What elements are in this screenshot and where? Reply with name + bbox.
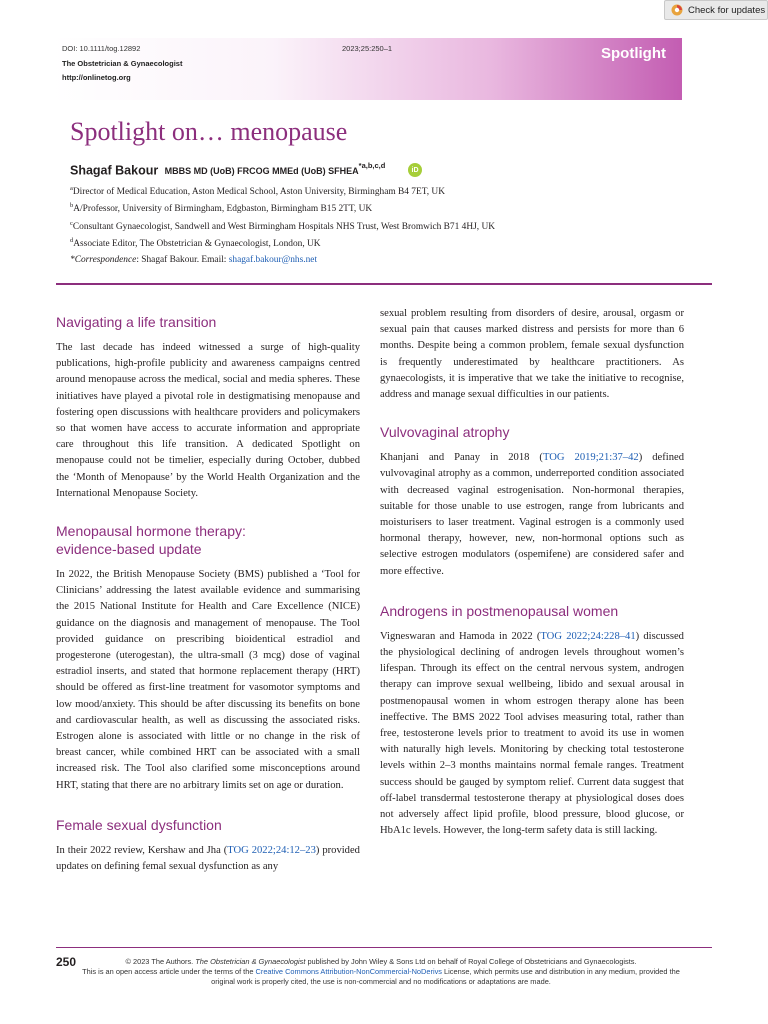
affiliation-mark: d [70,236,74,244]
title-divider [56,283,712,285]
heading-androgens: Androgens in postmenopausal women [380,602,619,619]
body-vva [380,450,684,580]
check-updates-label: Check for updates [688,4,766,16]
journal-name: The Obstetrician & Gynaecologist [62,59,183,68]
body-fsd [56,843,360,875]
body-fsd-continued: sexual problem resulting from disorders of desire, arousal, orgasm or sexual pain that causes marked distress and persists for more than 6 months. Despite being a common problem, female sexual dysfunction is frequently underestimated by healthcare practitioners. As gynaecologists, it is imperative that we take the initiative to recognise, address and manage sexual difficulties in our patients. [380,308,684,401]
vva-citation-link[interactable]: TOG 2019;21:37–42 [542,452,639,464]
page-number: 250 [56,955,77,969]
author-affiliation-marks: *a,b,c,d [358,161,386,170]
correspondence-label: *Correspondence [70,255,137,266]
footer-license-text [80,957,682,987]
affiliation-mark: b [70,202,74,210]
footer-divider [56,947,712,948]
footer-license-terms: License, which permits use and distribution in any medium, provided the original work is properly cited, the use is non-commercial and no modifications or adaptations are made. [211,967,680,986]
correspondence-text: : Shagaf Bakour. Email: [136,255,229,266]
right-column [380,306,684,839]
author-line [70,161,385,179]
author-name: Shagaf Bakour [70,163,159,178]
license-link[interactable]: Creative Commons Attribution-NonCommercial-NoDerivs [255,967,442,976]
footer-publisher: published by John Wiley & Sons Ltd on behalf of Royal College of Obstetricians and Gynaecologists. [305,957,637,966]
affiliation-mark: a [70,185,73,192]
doi-text: DOI: 10.1111/tog.12892 [62,44,141,53]
heading-vva: Vulvovaginal atrophy [380,424,510,441]
affiliation-a [70,182,690,199]
section-label: Spotlight [601,45,666,62]
androgens-text-before: Vigneswaran and Hamoda in 2022 ( [380,630,541,642]
author-credentials: MBBS MD (UoB) FRCOG MMEd (UoB) SFHEA [164,166,359,177]
affiliation-b [70,199,690,216]
heading-fsd: Female sexual dysfunction [56,816,222,833]
heading-mht: Menopausal hormone therapy: evidence-based update [56,523,246,558]
footer-journal: The Obstetrician & Gynaecologist [195,957,306,966]
androgens-text-after: ) discussed the physiological declining of androgen levels throughout women’s lifespan. Through its effect on the central nervous system, androgen therapy can improve sexual wellbeing, libido and sexual arousal in postmenopausal women in whom estrogen therapy alone has been ineffective. The BMS 2022 Tool advises measuring total, rather than free, testosterone levels prior to treatment to avoid its use in women with naturally high levels. Monitoring by checking total testosterone levels within 2–3 months maintains normal female ranges. Treatment success should be gauged by symptom relief. Current data suggest that off-label transdermal testosterone therapy at physiological doses does not adversely affect lipid profile, blood pressure, blood glucose, or HbA1c levels. However, the long-term safety data is still lacking. [380,630,684,837]
fsd-text-before: In their 2022 review, Kershaw and Jha ( [56,844,228,856]
correspondence-email-link[interactable]: shagaf.bakour@nhs.net [228,255,318,266]
affiliation-text: Associate Editor, The Obstetrician & Gynaecologist, London, UK [73,239,321,250]
affiliations [70,182,690,268]
affiliation-d [70,234,690,251]
footer-license-intro: This is an open access article under the terms of the [82,967,256,976]
body-androgens [380,629,684,840]
check-for-updates-button[interactable] [664,0,768,20]
check-updates-icon [671,4,683,16]
left-column [56,306,360,875]
fsd-text-after: ) provided updates on defining femal sexual dysfunction as any [56,844,360,873]
affiliation-text: A/Professor, University of Birmingham, Edgbaston, Birmingham B15 2TT, UK [73,204,373,215]
body-navigating: The last decade has indeed witnessed a surge of high-quality publications, high-profile publicity and awareness campaigns centred around menopause across the medical, social and media spheres. These initiatives have played a pivotal role in destigmatising menopause and fostering open discussions with healthcare providers and policymakers so that women have access to accurate information and appropriate care throughout this life transition. A dedicated Spotlight on menopause could not be timelier, especially during October, dubbed the ‘Month of Menopause’ by the World Health Organization and the International Menopause Society. [56,342,360,499]
body-mht: In 2022, the British Menopause Society (BMS) published a ‘Tool for Clinicians’ addressing the latest available evidence and summarising the 2015 National Institute for Health and Care Excellence (NICE) guidance on the diagnosis and management of menopause. The Tool provided guidance on prescribing bioidentical estradiol and progesterone (uterogestan), the ultra-small (3 mcg) dose of vaginal estradiol inserts, and stated that hormone replacement therapy (HRT) should be offered as first-line treatment for vasomotor symptoms and low mood/anxiety. This should be after discussing its benefits on bone and cardiovascular health, as well as discussing the associated risks. Estrogen alone is associated with little or no change in the risk of breast cancer, while combined HRT can be associated with a small increased risk. The Tool also clarified some misconceptions around HRT, stating that there are no arbitrary limits set on age or duration. [56,569,360,791]
issue-reference: 2023;25:250–1 [342,44,393,53]
affiliation-mark: c [70,219,73,227]
orcid-icon[interactable]: iD [408,163,422,177]
affiliation-text: Consultant Gynaecologist, Sandwell and West Birmingham Hospitals NHS Trust, West Bromwich B71 4HJ, UK [72,221,495,232]
journal-url-link[interactable]: http://onlinetog.org [62,73,131,82]
fsd-citation-link[interactable]: TOG 2022;24:12–23 [227,844,316,856]
footer-copyright: © 2023 The Authors. [125,957,196,966]
affiliation-text: Director of Medical Education, Aston Medical School, Aston University, Birmingham B4 7ET, UK [72,187,445,198]
vva-text-before: Khanjani and Panay in 2018 ( [380,452,543,464]
affiliation-c [70,217,690,234]
heading-navigating: Navigating a life transition [56,314,217,330]
androgens-citation-link[interactable]: TOG 2022;24:228–41 [540,630,636,642]
correspondence [70,254,690,267]
article-title: Spotlight on… menopause [70,117,348,146]
vva-text-after: ) defined vulvovaginal atrophy as a common, underreported condition associated with decreased vaginal estrogenisation. Non-hormonal therapies, suitable for those unable to use estrogen, range from lubricants and moisturisers to laser treatment. Vaginal estrogen is a commonly used hormonal therapy, however, new, non-hormonal options such as selective estrogen modulators (ospemifene) are considered safer and more effective. [380,452,684,577]
